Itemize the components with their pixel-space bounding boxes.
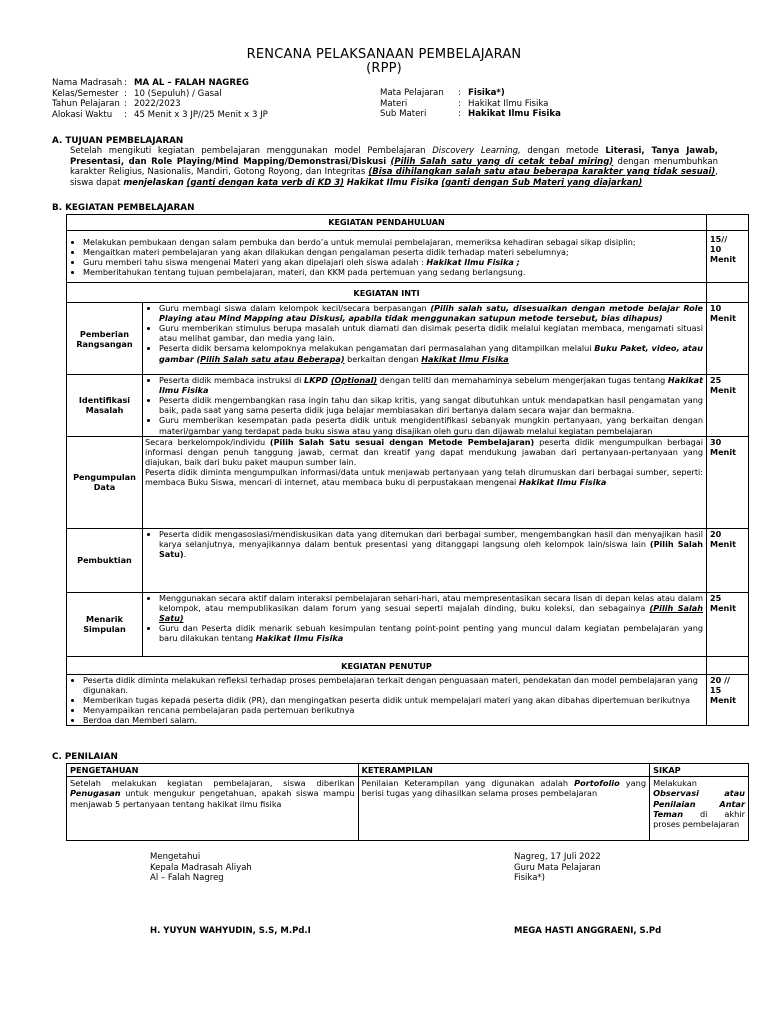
list-item-text: Menggunakan secara aktif dalam interaksi pembelajaran sehari-hari, atau mempresentasikan secara lisan di depan kelas atau dalam kelompok, atau mempublikasikan dalam forum yang sesuai seperti majalah dinding, buku koleksi, dan sebagainya xyxy=(158,592,704,613)
table-row xyxy=(67,764,749,777)
list-item-emphasis: LKPD xyxy=(304,375,329,386)
tujuan-text: Setelah mengikuti kegiatan pembelajaran menggunakan model Pembelajaran xyxy=(70,146,433,156)
tujuan-text: dengan metode xyxy=(520,146,606,156)
list-item-text: Peserta didik bersama kelompoknya melakukan pengamatan dari permasalahan yang ditampilkan melalui xyxy=(158,343,595,354)
step-content xyxy=(142,436,706,528)
step-list xyxy=(143,593,703,643)
identity-row xyxy=(380,88,680,99)
identity-row xyxy=(380,109,680,120)
list-item-text: Guru dan Peserta didik menarik sebuah kesimpulan tentang point-point penting yang muncul dalam kegiatan pembelajaran yang baru dilakukan tentang xyxy=(158,622,704,644)
step-time xyxy=(707,303,749,375)
identity-key: Sub Materi xyxy=(380,109,427,120)
paragraph-text: peserta didik mengumpulkan berbagai informasi dengan penuh tanggung jawab, cermat dan kreatif yang dapat mendukung jawaban dari pertanyaan-pertanyaan yang diajukan, baik dari buku paket maupun sumber lain. xyxy=(144,436,704,467)
identity-value: Fisika*) xyxy=(468,88,505,98)
time-unit: Menit xyxy=(710,538,736,549)
step-menarik-simpulan: Menarik Simpulan xyxy=(67,592,143,656)
list-item-emphasis: (Pilih Salah Satu) xyxy=(158,602,704,623)
time-value: 15 xyxy=(710,684,722,695)
identity-key: Materi xyxy=(380,98,408,109)
time-value: 15// xyxy=(710,234,728,245)
list-item-emphasis: Hakikat Ilmu Fisika xyxy=(158,375,704,396)
list-item-text: dengan teliti dan memahaminya sebelum mengerjakan tugas tentang xyxy=(377,375,668,386)
cell-text: di akhir proses pembelajaran xyxy=(653,808,745,830)
signature-line: Fisika*) xyxy=(514,873,545,884)
identity-value: Hakikat Ilmu Fisika xyxy=(468,109,561,120)
step-time xyxy=(707,592,749,656)
time-value: 25 xyxy=(710,592,722,603)
tujuan-text: (Pilih Salah satu yang di cetak tebal miring) xyxy=(390,156,614,167)
table-row xyxy=(67,231,749,283)
table-row xyxy=(67,656,749,674)
identity-row xyxy=(380,99,680,110)
signature-line: Kepala Madrasah Aliyah xyxy=(150,862,252,873)
kegiatan-table xyxy=(66,214,749,726)
time-value: 25 xyxy=(710,375,722,386)
step-time xyxy=(707,436,749,528)
column-header: KETERAMPILAN xyxy=(358,764,650,777)
list-item: • Memberitahukan tentang tujuan pembelajaran, materi, dan KKM pada pertemuan yang sedang berlangsung. xyxy=(83,267,702,277)
time-value: 20 xyxy=(710,528,722,539)
signature-line: Nagreg, 17 Juli 2022 xyxy=(514,852,601,862)
column-header: SIKAP xyxy=(650,764,749,777)
identity-key: Mata Pelajaran xyxy=(380,88,444,98)
pendahuluan-content xyxy=(67,231,707,283)
step-paragraph xyxy=(145,467,703,487)
colon: : xyxy=(458,88,461,98)
cell-emphasis: Portofolio xyxy=(574,778,620,789)
list-item: • Guru memberikan stimulus berupa masalah untuk diamati dan disimak peserta didik melalui kegiatan membaca, mengamati situasi atau melihat gambar, dan media yang lain. xyxy=(159,323,703,343)
identity-row xyxy=(52,110,352,121)
pendahuluan-list xyxy=(67,237,702,277)
inti-header: KEGIATAN INTI xyxy=(67,283,707,303)
tujuan-text: (ganti dengan kata verb di KD 3) xyxy=(186,177,345,188)
list-item-emphasis: Buku Paket, video, atau gambar xyxy=(158,343,704,364)
paragraph-text: Secara berkelompok/individu xyxy=(144,436,270,447)
cell-text: Penilaian Keterampilan yang digunakan adalah xyxy=(361,778,575,789)
list-item-text: Peserta didik membaca instruksi di xyxy=(158,375,305,386)
time-unit: Menit xyxy=(710,602,736,613)
time-unit: Menit xyxy=(710,313,736,324)
list-item-text: Guru memberi tahu siswa mengenai Materi yang akan dipelajari oleh siswa adalah : xyxy=(83,257,427,268)
penutup-header: KEGIATAN PENUTUP xyxy=(67,656,707,674)
list-item: • Peserta didik diminta melakukan refleksi terhadap proses pembelajaran terkait dengan penguasaan materi, pendekatan dan model pembelajaran yang digunakan. xyxy=(83,675,703,695)
identity-value: 45 Menit x 3 JP//25 Menit x 3 JP xyxy=(134,109,268,120)
time-unit: Menit xyxy=(710,694,736,705)
signature-line: Mengetahui xyxy=(150,852,201,862)
penilaian-table xyxy=(66,763,749,841)
table-row xyxy=(67,674,749,725)
pendahuluan-time xyxy=(707,231,749,283)
colon: : xyxy=(124,99,127,110)
list-item-emphasis: (Optional) xyxy=(330,375,378,386)
list-item xyxy=(159,375,703,395)
paragraph-emphasis: (Pilih Salah Satu sesuai dengan Metode Pembelajaran) xyxy=(269,436,535,447)
list-item-emphasis: (Pilih Salah Satu) xyxy=(158,538,704,559)
table-row xyxy=(67,303,749,375)
table-row xyxy=(67,375,749,437)
time-value: 30 xyxy=(710,436,722,447)
table-row xyxy=(67,528,749,592)
colon: : xyxy=(124,88,127,99)
identity-key: Tahun Pelajaran xyxy=(52,99,120,110)
signature-right xyxy=(514,852,601,884)
step-time xyxy=(707,375,749,437)
step-content xyxy=(142,303,706,375)
step-time xyxy=(707,528,749,592)
list-item: • Mengaitkan materi pembelajaran yang akan dilakukan dengan pengalaman peserta didik terhadap materi sebelumnya; xyxy=(83,247,702,257)
step-list xyxy=(143,375,703,436)
time-value: 10 xyxy=(710,244,722,255)
time-unit: Menit xyxy=(710,385,736,396)
identity-key: Alokasi Waktu xyxy=(52,109,113,120)
step-pembuktian: Pembuktian xyxy=(67,528,143,592)
doc-title: RENCANA PELAKSANAAN PEMBELAJARAN xyxy=(246,47,522,62)
cell-text: Setelah melakukan kegiatan pembelajaran, siswa diberikan xyxy=(70,778,355,789)
step-pemberian-rangsangan: Pemberian Rangsangan xyxy=(67,303,143,375)
list-item: • Memberikan tugas kepada peserta didik (PR), dan mengingatkan peserta didik untuk mempelajari materi yang akan dibahas dipertemuan berikutnya xyxy=(83,695,703,705)
principal-name: H. YUYUN WAHYUDIN, S.S, M.Pd.I xyxy=(150,926,311,936)
list-item-text: Guru membagi siswa dalam kelompok kecil/secara berpasangan xyxy=(158,303,431,314)
identity-value: Hakikat Ilmu Fisika xyxy=(468,98,549,109)
step-pengumpulan-data: Pengumpulan Data xyxy=(67,436,143,528)
signature-line: Guru Mata Pelajaran xyxy=(514,862,601,873)
signature-line: Al – Falah Nagreg xyxy=(150,873,224,884)
list-item: • Peserta didik mengembangkan rasa ingin tahu dan sikap kritis, yang sangat dibutuhkan untuk mendapatkan hasil pengamatan yang baik, pada saat yang sama peserta didik juga belajar membiasakan diri bertanya dalam secara wajar dan bermakna. xyxy=(159,395,703,415)
list-item-emphasis: Hakikat Ilmu Fisika ; xyxy=(426,257,520,268)
step-list xyxy=(143,303,703,364)
list-item-emphasis: Hakikat Ilmu Fisika xyxy=(255,633,344,644)
penilaian-keterampilan xyxy=(358,777,650,841)
tujuan-text: Hakikat Ilmu Fisika xyxy=(346,177,439,188)
list-item-emphasis: (Pilih Salah satu atau Beberapa) xyxy=(196,353,345,364)
list-item-emphasis: Hakikat Ilmu Fisika xyxy=(421,353,509,364)
cell-text: Melakukan xyxy=(653,778,697,789)
time-unit: Menit xyxy=(710,254,736,265)
signature-left xyxy=(150,852,252,884)
identity-key: Kelas/Semester xyxy=(52,88,119,99)
list-item-text: Peserta didik mengasosiasi/mendiskusikan data yang ditemukan dari berbagai sumber, mengembangkan hasil dan menyajikan hasil karya selanjutnya, menyajikannya dalam bentuk presentasi yang ditanggapi langsung oleh kelompok lain/siswa lain xyxy=(158,528,704,549)
step-content xyxy=(142,592,706,656)
list-item-text: . xyxy=(183,548,187,559)
tujuan-text: Literasi, Tanya Jawab, Presentasi, dan Role Playing/Mind Mapping/Demonstrasi/Diskusi xyxy=(70,146,719,167)
identity-value: 2022/2023 xyxy=(134,99,181,110)
penutup-content xyxy=(67,674,707,725)
identity-row xyxy=(52,99,352,110)
section-c-heading: C. PENILAIAN xyxy=(52,752,118,762)
cell-text: untuk mengukur pengetahuan, apakah siswa mampu menjawab 5 pertanyaan tentang hakikat ilmu fisika xyxy=(70,788,355,809)
time-unit: Menit xyxy=(710,446,736,457)
tujuan-text: dengan menumbuhkan karakter Religius, Nasionalis, Mandiri, Gotong Royong, dan Integritas xyxy=(70,156,718,178)
cell-emphasis: Penugasan xyxy=(70,788,121,799)
penilaian-sikap xyxy=(650,777,749,841)
time-value: 20 // xyxy=(710,674,731,685)
paragraph-emphasis: Hakikat Ilmu Fisika xyxy=(518,477,607,488)
list-item xyxy=(159,529,703,559)
list-item-text: berkaitan dengan xyxy=(344,353,422,364)
list-item: • Guru memberikan kesempatan pada peserta didik untuk mengidentifikasi sebanyak mungkin pertanyaan, yang berkaitan dengan materi/gambar yang terdapat pada buku siswa atau yang disajikan oleh guru dan dijawab melalui kegiatan pembelajaran xyxy=(159,415,703,435)
list-item xyxy=(159,623,703,643)
list-item xyxy=(159,343,703,363)
identity-right xyxy=(380,88,680,120)
step-paragraph xyxy=(145,437,703,467)
empty-cell xyxy=(707,656,749,674)
step-content xyxy=(142,375,706,437)
tujuan-text: menjelaskan xyxy=(123,177,184,188)
section-a-heading: A. TUJUAN PEMBELAJARAN xyxy=(52,136,184,146)
tujuan-text: Discovery Learning, xyxy=(432,146,521,156)
penilaian-pengetahuan xyxy=(67,777,359,841)
colon: : xyxy=(458,109,461,120)
cell-emphasis: Observasi atau Penilaian Antar Teman xyxy=(653,788,745,819)
list-item xyxy=(83,257,702,267)
table-row xyxy=(67,436,749,528)
identity-row xyxy=(52,89,352,100)
empty-cell xyxy=(707,283,749,303)
pendahuluan-header: KEGIATAN PENDAHULUAN xyxy=(67,215,707,231)
list-item xyxy=(159,303,703,323)
identity-left xyxy=(52,78,352,120)
identity-value: 10 (Sepuluh) / Gasal xyxy=(134,88,222,99)
table-row xyxy=(67,777,749,841)
cell-text: yang berisi tugas yang dihasilkan selama proses pembelajaran xyxy=(361,778,647,799)
column-header: PENGETAHUAN xyxy=(67,764,359,777)
doc-subtitle: (RPP) xyxy=(366,61,402,76)
list-item-emphasis: (Pilih salah satu, disesuaikan dengan metode belajar Role Playing atau Mind Mapping atau Diskusi, apabila tidak menggunakan satupun metode tersebut, bias dihapus) xyxy=(158,303,703,324)
tujuan-text: (ganti dengan Sub Materi yang diajarkan) xyxy=(441,177,643,188)
identity-key: Nama Madrasah xyxy=(52,78,123,88)
list-item xyxy=(159,593,703,623)
identity-row xyxy=(52,78,352,89)
step-list xyxy=(143,529,703,559)
list-item: • Berdoa dan Memberi salam. xyxy=(83,715,703,725)
paragraph-text: Peserta didik diminta mengumpulkan informasi/data untuk menjawab pertanyaan yang telah dirumuskan dari berbagai sumber, seperti: membaca Buku Siswa, mencari di internet, atau membaca buku di perpustakaan mengenai xyxy=(144,466,704,488)
step-content xyxy=(142,528,706,592)
list-item: • Menyampaikan rencana pembelajaran pada pertemuan berikutnya xyxy=(83,705,703,715)
table-row xyxy=(67,283,749,303)
penutup-list xyxy=(67,675,703,725)
time-value: 10 xyxy=(710,303,722,314)
teacher-name: MEGA HASTI ANGGRAENI, S.Pd xyxy=(514,926,662,936)
tujuan-text: (Bisa dihilangkan salah satu atau beberapa karakter yang tidak sesuai) xyxy=(368,167,716,178)
tujuan-paragraph xyxy=(70,146,718,188)
colon: : xyxy=(458,98,461,109)
tujuan-text: , siswa dapat xyxy=(70,167,718,188)
table-row xyxy=(67,592,749,656)
colon: : xyxy=(124,109,127,120)
empty-cell xyxy=(707,215,749,231)
penutup-time xyxy=(707,674,749,725)
step-identifikasi-masalah: Identifikasi Masalah xyxy=(67,375,143,437)
table-row xyxy=(67,215,749,231)
colon: : xyxy=(124,78,127,88)
identity-value: MA AL – FALAH NAGREG xyxy=(134,78,249,88)
list-item: • Melakukan pembukaan dengan salam pembuka dan berdo’a untuk memulai pembelajaran, memeriksa kehadiran sebagai sikap disiplin; xyxy=(83,237,702,247)
section-b-heading: B. KEGIATAN PEMBELAJARAN xyxy=(52,203,195,213)
